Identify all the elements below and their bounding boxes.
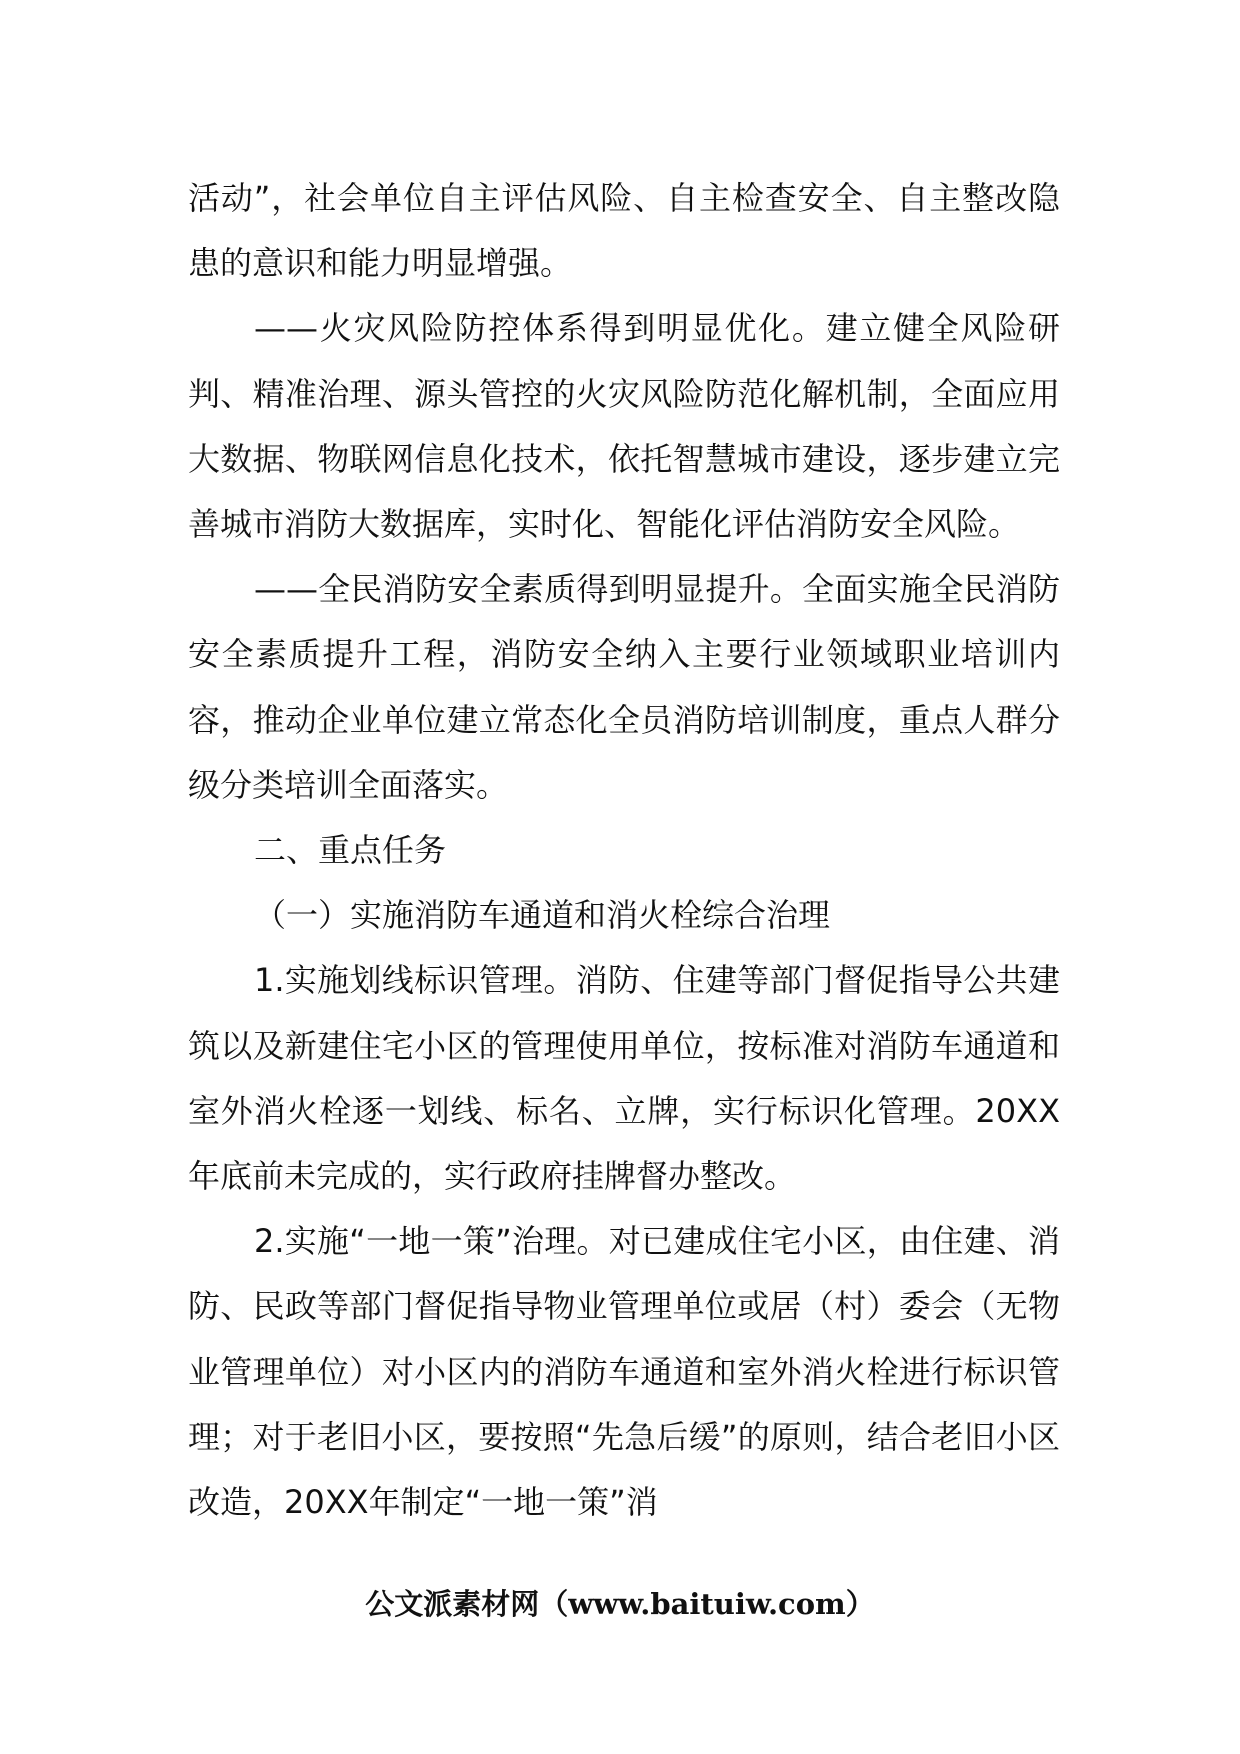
subsection-heading: （一）实施消防车通道和消火栓综合治理 — [254, 896, 831, 935]
paragraph-3: ——全民消防安全素质得到明显提升。全面实施全民消防安全素质提升工程，消防安全纳入主要行业领域职业培训内容，推动企业单位建立常态化全员消防培训制度，重点人群分级分类培训全面落实。 — [188, 570, 1060, 804]
document-body — [188, 166, 1060, 1535]
paragraph-1: 活动”，社会单位自主评估风险、自主检查安全、自主整改隐患的意识和能力明显增强。 — [188, 179, 1060, 283]
section-heading: 二、重点任务 — [254, 831, 447, 870]
footer-watermark: 公文派素材网（www.baituiw.com） — [365, 1587, 875, 1621]
paragraph-item-2: 2.实施“一地一策”治理。对已建成住宅小区，由住建、消防、民政等部门督促指导物业管理单位或居（村）委会（无物业管理单位）对小区内的消防车通道和室外消火栓进行标识管理；对于老旧小区，要按照“先急后缓”的原则，结合老旧小区改造，20XX年制定“一地一策”消 — [188, 1222, 1060, 1522]
paragraph-2: ——火灾风险防控体系得到明显优化。建立健全风险研判、精准治理、源头管控的火灾风险防范化解机制，全面应用大数据、物联网信息化技术，依托智慧城市建设，逐步建立完善城市消防大数据库，实时化、智能化评估消防安全风险。 — [188, 309, 1060, 544]
paragraph-item-1: 1.实施划线标识管理。消防、住建等部门督促指导公共建筑以及新建住宅小区的管理使用单位，按标准对消防车通道和室外消火栓逐一划线、标名、立牌，实行标识化管理。20XX年底前未完成的，实行政府挂牌督办整改。 — [188, 961, 1060, 1196]
